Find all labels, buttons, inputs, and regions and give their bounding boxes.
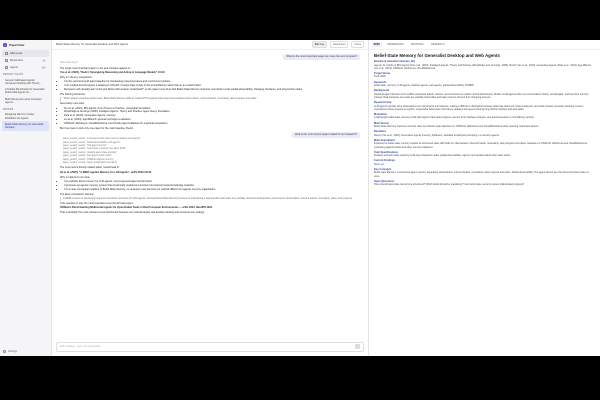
- message-reference: OSWorld: Benchmarking Multimodal Agents for Open-Ended Tasks in Real Computer Environments — arXiv 2024, NeurIPS 2024.: [60, 206, 213, 210]
- message-text: Why it is the key comparison:: [60, 75, 93, 79]
- section-text: Classical agent theories such as BDI emphasize beliefs, desires, and intentions as explicit control abstractions. Modern LLM agents often use conversation history, scratchpads, and free-form memory instead. Real computer-use tasks are partially observable and state must be inferred from changing screens.: [374, 92, 589, 99]
- tab-focus[interactable]: Focus: [351, 41, 364, 48]
- section-text: LLM agents typically store observations as unstructured text histories, making it difficult to distinguish between what was observed, what is believed, and what remains uncertain. Existing memory mechanisms rarely expose an explicit, inspectable belief state that can be updated and queried during long-horizon desktop and web tasks.: [374, 104, 584, 111]
- tab-experiment[interactable]: Experiment: [330, 41, 348, 48]
- count-badge: 12: [42, 66, 45, 69]
- paper-item[interactable]: Designing Memory Cluster Workflows for Agents: [5, 113, 35, 120]
- message-reference: Hu et al. (2025), "A-MEM: Agentic Memory for LLM Agents", arXiv:2502.12110.: [60, 171, 152, 175]
- chat-messages: [52, 51, 368, 340]
- section-heading: Main Result: [374, 121, 389, 125]
- section-heading: Current Findings: [374, 159, 395, 163]
- message-text: Why it matters for our idea:: [60, 175, 91, 179]
- gear-icon: [3, 350, 6, 353]
- message-text: That is probably the most relevant recent benchmark because our method targets real desktop tracking and computer-use settings.: [60, 211, 205, 214]
- assistant-message: [60, 62, 360, 130]
- spec-content: [369, 51, 600, 356]
- brand: [0, 40, 51, 50]
- message-list: [64, 107, 360, 126]
- bookmark-icon: [5, 59, 8, 62]
- settings-button[interactable]: [3, 350, 17, 353]
- tab-references[interactable]: REFERENCES: [387, 43, 404, 46]
- assistant-message: [60, 166, 360, 214]
- section-text: Agents, AI, builds on BIS Agents (Sun et al., 2023); Intelligent Agents: Theory and Practice (Wooldridge and Jennings, 1995); ReAct (Yao et al., 2023); Generative Agents (Park et al., 2023); AgentBench (Liu et al., 2023); OSWorld, WebArena, VisualWebArena.: [374, 63, 592, 70]
- section-text: Belief-state Memory: A structured agent memory separating observations, inferred beliefs, uncertainty, task progress and plans. Partial observability: The agent cannot see the full environment state at once.: [374, 171, 589, 178]
- list-item: • It proposes an agentic memory system that dynamically organizes memories into interconnected knowledge networks.: [64, 184, 360, 188]
- list-item: • It is the canonical LLM agent baseline for interleaving reasoning traces and environment actions.: [64, 80, 360, 84]
- sidebar-button-label: Bookmarks: [10, 59, 23, 62]
- sidebar-button-add[interactable]: [2, 50, 49, 57]
- assistant-label: PaperClaw Agent: [60, 61, 78, 64]
- tool-call[interactable]: paper_search_results: "GUI agent memory": [63, 145, 108, 148]
- settings-label: Settings: [8, 350, 18, 353]
- tool-call[interactable]: paper_search_results: "belief state computer use agent 2025": [63, 148, 126, 151]
- section-text: belief state, memory, LLM agents, desktop agents, web agents, partial observability, POMDP: [374, 84, 474, 88]
- section-heading-papers: [0, 106, 51, 112]
- message-quote: A-MEM focuses on structuring long-term interaction memories for LLM agents, whereas Belief-State Memory focuses on maintaining a task-specific belief state over partially observed desktop/web environments: observations, inferred beliefs, uncertainty, plans, and progress.: [60, 197, 360, 201]
- list-item: • Sun et al. (2023), BIS Agents: From Theory to Practice: conceptual foundation.: [64, 107, 360, 111]
- recent-item[interactable]: A Tabular Benchmark for Generalist Multimodal Agents for...: [5, 88, 45, 95]
- section-heading: Baselines: [374, 130, 387, 134]
- sidebar-button-label: Agents: [10, 66, 19, 69]
- tab-bulk-live[interactable]: Bulk Live: [312, 41, 328, 48]
- tab-research[interactable]: RESEARCH: [431, 43, 445, 46]
- section-text: Implement a belief-state memory module as structured state with fields for observations, inferred beliefs, uncertainty, task progress and plans. Evaluate on OSWorld, WebArena and VisualWebArena, comparing against ReAct and other memory baselines.: [374, 142, 588, 149]
- section-text: How should belief-state memory be structured? Which fields should be mandatory? Can belief-state memory reduce hallucinated progress?: [374, 183, 525, 187]
- section-heading: Domain & Literature (domain_kb): [374, 60, 415, 64]
- sidebar: [0, 40, 52, 356]
- message-text: The likely comparison framing:: [60, 192, 94, 196]
- paper-panel: [369, 40, 600, 356]
- list-item: • It is a clear conceptual neighbor to Belief-State Memory, so reviewers may ask how our method differs from agentic memory organization.: [64, 188, 360, 192]
- tool-call[interactable]: paper_search_results: "LLM agent belief state memory desktop web agents": [63, 138, 141, 141]
- message-text: But if we have to pick only one paper for the main baseline: ReAct.: [60, 126, 134, 130]
- plus-icon: [5, 52, 8, 55]
- section-heading: Main Experiment: [374, 138, 395, 142]
- message-list: [64, 180, 360, 191]
- message-text: The framing should be:: [60, 92, 86, 96]
- list-item: • Wooldridge & Jennings (1995), Intelligent Agents: Theory and Practice: agent theory foundation.: [64, 110, 360, 114]
- section-text: ICLR 2026: [374, 75, 386, 79]
- logo-icon: [3, 43, 7, 47]
- list-item: • It is explicitly about memory for LLM agents, not just general agent benchmarks.: [64, 180, 360, 184]
- chat-pane: [52, 40, 369, 356]
- section-text: None yet.: [374, 162, 385, 166]
- panel-tabs: [369, 40, 600, 50]
- message-quote: "ReAct grants reasoning-action loops; Belief-State Memory adds an explicit POV-inspired state layer that separates observations, inferred beliefs, uncertainty, task progress, and plans.": [60, 97, 360, 101]
- list-item: • Reviewers will naturally ask "is this just ReAct with a better scratchpad?" so the paper must show that Belief-State Memory improves over ReAct under partial observability, changing interfaces, and long-horizon tasks.: [64, 88, 360, 92]
- tool-call[interactable]: paper_search_results: "desktop agent state tracking": [63, 151, 117, 154]
- recent-item[interactable]: Build Strong Zero-shot Computer Agents...: [5, 97, 42, 104]
- section-text: Belief-State Memory improves success rates over ReAct-style baselines on OSWorld, WebArena and VisualWebArena while reducing redundant actions.: [374, 125, 539, 129]
- message-text: Secondary must-cites:: [60, 101, 85, 105]
- section-text: A lightweight belief-state memory could help agents track task progress, recover from interface changes, and avoid repeated or contradictory actions.: [374, 116, 535, 120]
- sidebar-button-bookmarks[interactable]: [2, 57, 49, 64]
- message-text: If the question is only the most important recent benchmark paper:: [60, 201, 134, 205]
- message-text: The single most important paper to cite and compare against is:: [60, 66, 131, 70]
- sidebar-button-agents[interactable]: [2, 64, 49, 71]
- paper-title: Belief-State Memory for Generalist Desktop and Web Agents: [374, 53, 500, 58]
- user-message: What is the most important paper we must cite and compare?: [283, 54, 360, 60]
- section-heading: Research Gap: [374, 101, 392, 105]
- section-label: PAPERS: [3, 108, 14, 111]
- agent-icon: [5, 66, 8, 69]
- sidebar-button-label: Add a new: [10, 52, 23, 55]
- chat-input-placeholder: Ask anything... Type / for commands: [60, 345, 101, 348]
- paper-item-active[interactable]: Belief-State Memory for Generalist Desktop...: [2, 121, 49, 131]
- user-message: what is the most recent paper related to our research?: [292, 132, 360, 138]
- count-badge: 3: [43, 59, 45, 62]
- list-item: • Liu et al. (2023), AgentBench: general LLM agent evaluation.: [64, 118, 360, 122]
- brand-name: PaperClaw: [9, 43, 25, 47]
- section-heading: Key Concepts: [374, 168, 392, 172]
- recent-item[interactable]: Generic Calibrated Agentic Computer Desktop with Theory...: [5, 78, 42, 85]
- section-heading: Motivation: [374, 113, 387, 117]
- chat-title: Belief-State Memory for Generalist Desktop and Web Agents: [56, 43, 129, 46]
- message-reference: Yao et al. (2023), "ReAct: Synergizing Reasoning and Acting in Language Models", ICLR.: [60, 71, 166, 75]
- tool-call[interactable]: paper_search_results: "OSWorld agents memory": [63, 158, 114, 161]
- section-heading: Task Specifications: [374, 150, 399, 154]
- section-heading: Target Venue: [374, 72, 391, 76]
- list-item: • Your method directly targets a weakness of ReAct: it keeps state mostly in the prompt/history rather than in an explicit belief.: [64, 84, 360, 88]
- app-window: [0, 40, 600, 356]
- tool-call[interactable]: paper_search_results: "agent scratchpad uncertainty": [63, 162, 118, 165]
- tool-call-list: [63, 138, 360, 165]
- tool-call[interactable]: paper_search_results: "partial observability LLM agents": [63, 141, 121, 144]
- section-heading: Open Questions: [374, 179, 395, 183]
- tab-proposal[interactable]: PROPOSAL: [410, 43, 424, 46]
- list-item: • OSWorld, WebArena, VisualWebArena: benchmark papers/datasets for empirical comparison.: [64, 122, 360, 126]
- chat-input[interactable]: [56, 342, 364, 352]
- section-text: Desktop and web tasks requiring multi-step interaction under partial observability; agents must update beliefs after each action.: [374, 154, 511, 158]
- chat-tabs: [312, 41, 364, 48]
- section-heading: Keywords: [374, 80, 387, 84]
- tool-call[interactable]: paper_search_results: "web agent world model": [63, 155, 112, 158]
- section-text: ReAct (Yao et al., 2023); Generative Agents memory; Reflexion; standard scratchpad prompting; no-memory agents.: [374, 133, 500, 137]
- tab-spec[interactable]: SPEC: [373, 43, 381, 46]
- list-item: • Park et al. (2023), Generative Agents: memory.: [64, 114, 360, 118]
- message-list: [64, 80, 360, 91]
- send-button[interactable]: [355, 344, 360, 349]
- chat-header: [52, 40, 368, 50]
- section-heading: Background: [374, 89, 390, 93]
- section-label: RECENT CHATS: [3, 74, 24, 76]
- message-text: The most recent directly related paper I would lead is:: [60, 166, 120, 170]
